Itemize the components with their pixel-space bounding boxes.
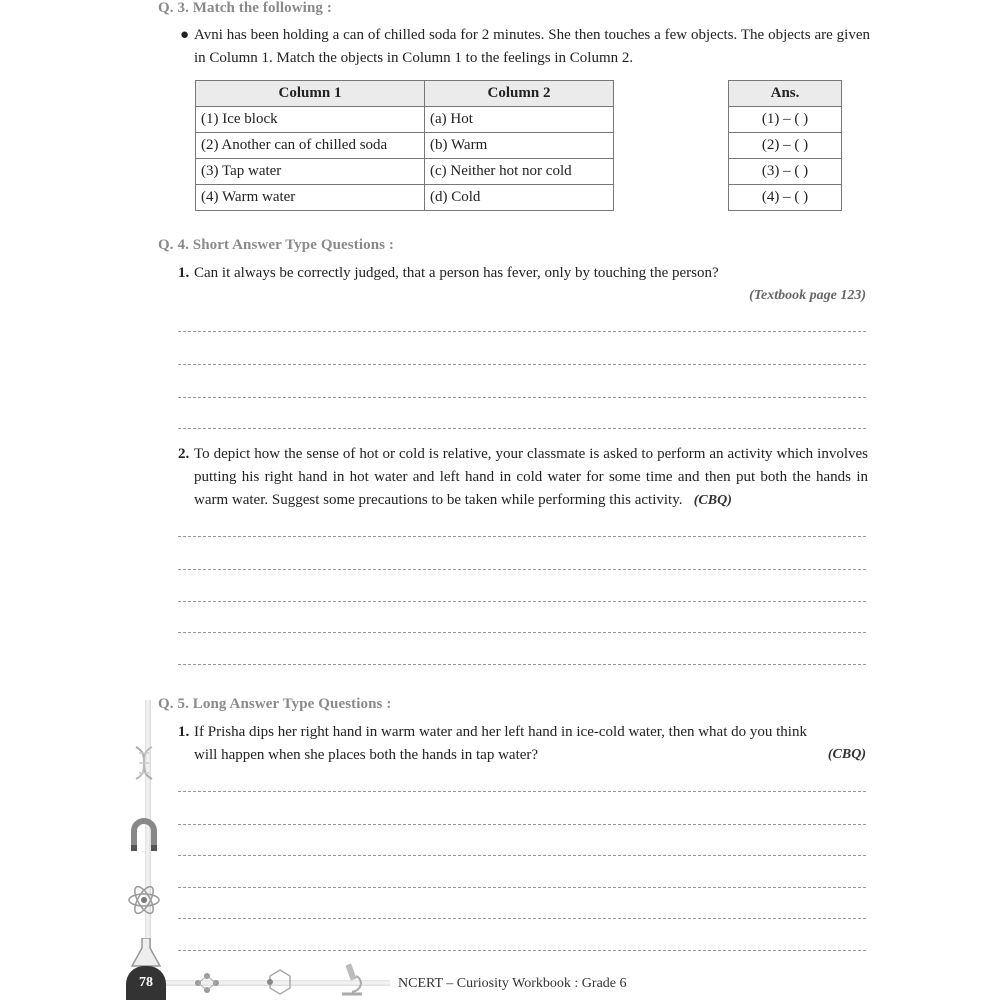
q4-item-1 — [178, 262, 868, 285]
microscope-icon — [336, 962, 366, 998]
q3-intro — [180, 24, 870, 70]
match-table — [195, 80, 614, 211]
q4-heading: Q. 4. Short Answer Type Questions : — [158, 237, 395, 253]
answer-line[interactable] — [178, 855, 866, 856]
answer-line[interactable] — [178, 887, 866, 888]
answer-line[interactable] — [178, 664, 866, 665]
answer-line[interactable] — [178, 950, 866, 951]
answer-blank[interactable]: (1) – ( ) — [729, 107, 842, 133]
table-cell: (c) Neither hot nor cold — [425, 159, 614, 185]
answer-line[interactable] — [178, 397, 866, 398]
question-number: 1. — [178, 724, 190, 740]
answer-line[interactable] — [178, 918, 866, 919]
answer-line[interactable] — [178, 601, 866, 602]
q3-intro-text: Avni has been holding a can of chilled soda for 2 minutes. She then touches a few objects. The objects are given in Column 1. Match the objects in Column 1 to the feelings in Column 2. — [194, 27, 870, 66]
answer-line[interactable] — [178, 364, 866, 365]
answer-table — [728, 80, 842, 211]
bullet-icon: ● — [180, 27, 190, 43]
q3-heading: Q. 3. Match the following : — [158, 0, 332, 16]
question-number: 2. — [178, 446, 190, 462]
flask-icon — [128, 938, 164, 968]
answer-line[interactable] — [178, 632, 866, 633]
cbq-tag: (CBQ) — [827, 747, 866, 762]
table-cell: (3) Tap water — [196, 159, 425, 185]
answer-line[interactable] — [178, 428, 866, 429]
table-cell: (a) Hot — [425, 107, 614, 133]
page-number: 78 — [126, 966, 166, 1000]
answer-line[interactable] — [178, 536, 866, 537]
column-1-header: Column 1 — [196, 81, 425, 107]
answer-blank[interactable]: (2) – ( ) — [729, 133, 842, 159]
q5-item-1 — [178, 721, 868, 767]
question-text — [194, 443, 868, 512]
table-row — [196, 133, 614, 159]
table-cell: (1) Ice block — [196, 107, 425, 133]
hexagon-molecule-icon — [260, 966, 300, 998]
answer-line[interactable] — [178, 569, 866, 570]
q4-item-2 — [178, 443, 868, 512]
table-row — [196, 159, 614, 185]
q5-heading: Q. 5. Long Answer Type Questions : — [158, 696, 392, 712]
magnet-icon — [126, 815, 162, 855]
textbook-reference: (Textbook page 123) — [749, 288, 866, 303]
dna-icon — [126, 745, 162, 781]
question-number: 1. — [178, 265, 190, 281]
table-cell: (d) Cold — [425, 185, 614, 211]
table-cell: (b) Warm — [425, 133, 614, 159]
match-table-header — [196, 81, 614, 107]
column-2-header: Column 2 — [425, 81, 614, 107]
footer-text: NCERT – Curiosity Workbook : Grade 6 — [398, 976, 627, 991]
table-row — [196, 107, 614, 133]
answer-line[interactable] — [178, 824, 866, 825]
molecule-icon — [190, 968, 224, 998]
answer-blank[interactable]: (3) – ( ) — [729, 159, 842, 185]
question-text: Can it always be correctly judged, that a person has fever, only by touching the person? — [194, 265, 719, 281]
table-cell: (4) Warm water — [196, 185, 425, 211]
question-body: To depict how the sense of hot or cold is relative, your classmate is asked to perform an activity which involves putting his right hand in hot water and left hand in cold water for some time and then put both the hands in warm water. Suggest some precautions to be taken while performing this activity. — [194, 446, 868, 508]
atom-icon — [126, 882, 162, 918]
answer-line[interactable] — [178, 331, 866, 332]
table-row — [196, 185, 614, 211]
answer-header: Ans. — [729, 81, 842, 107]
table-cell: (2) Another can of chilled soda — [196, 133, 425, 159]
answer-line[interactable] — [178, 791, 866, 792]
cbq-tag: (CBQ) — [693, 493, 732, 508]
question-text: If Prisha dips her right hand in warm water and her left hand in ice-cold water, then what do you think will happen when she places both the hands in tap water? — [194, 724, 807, 763]
answer-blank[interactable]: (4) – ( ) — [729, 185, 842, 211]
